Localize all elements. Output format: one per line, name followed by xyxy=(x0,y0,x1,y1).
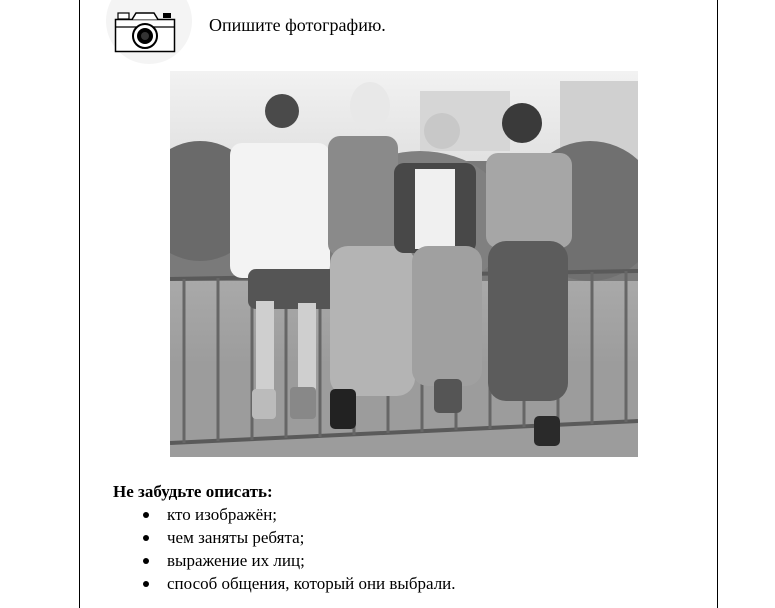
task-instruction: Опишите фотографию. xyxy=(209,15,386,35)
reminder-list xyxy=(142,503,456,595)
list-item: способ общения, который они выбрали. xyxy=(142,572,456,595)
list-item: чем заняты ребята; xyxy=(142,526,456,549)
list-item: выражение их лиц; xyxy=(142,549,456,572)
task-page xyxy=(79,0,718,608)
camera-icon xyxy=(114,10,176,54)
reminder-title: Не забудьте описать: xyxy=(113,482,273,501)
photo-placeholder xyxy=(170,71,638,457)
list-item: кто изображён; xyxy=(142,503,456,526)
photo-illustration xyxy=(170,71,638,457)
